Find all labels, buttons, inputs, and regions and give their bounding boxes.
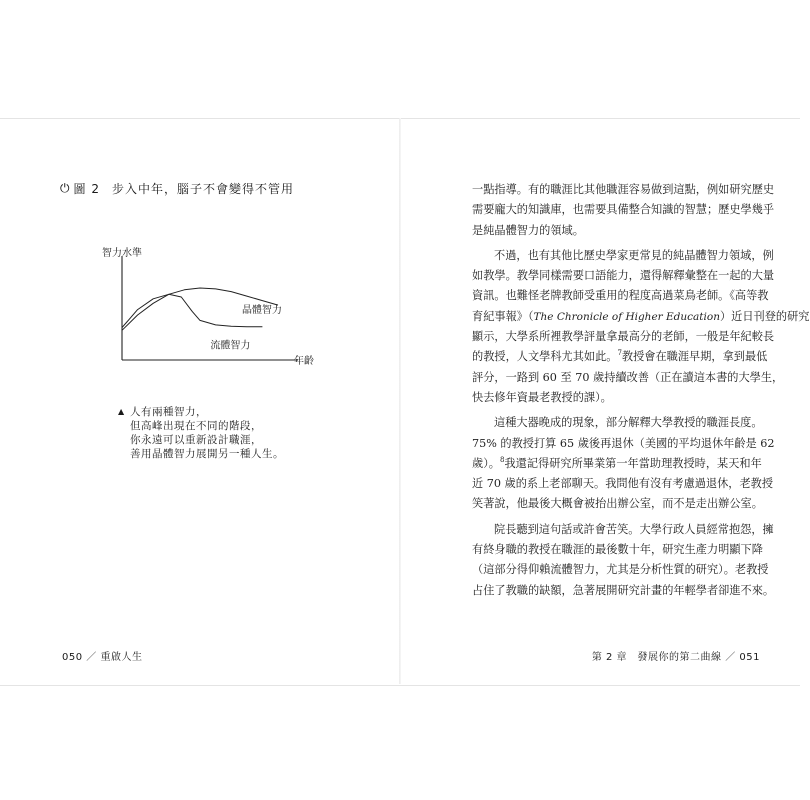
paragraph-4 [472, 520, 775, 601]
english-title: The Chronicle of Higher Education [533, 310, 720, 323]
text-line: 有終身職的教授在職涯的最後數十年，研究生產力明顯下降 [472, 543, 763, 557]
text-fragment: 的教授，人文學科尤其如此。 [472, 350, 618, 364]
text-line: 笑著說，他最後大概會被抬出辦公室，而不是走出辦公室。 [472, 497, 763, 511]
text-line: 評分，一路到 60 至 70 歲持續改善（正在讀這本書的大學生， [472, 370, 784, 384]
text-line: 是純晶體智力的領域。 [472, 223, 584, 237]
figure-caption [118, 405, 284, 461]
text-line: 如教學。教學同樣需要口語能力，還得解釋彙整在一起的大量 [472, 269, 775, 283]
caption-line: 人有兩種智力， [130, 406, 207, 418]
figure-heading [60, 180, 294, 197]
text-line: 需要龐大的知識庫，也需要具備整合知識的智慧；歷史學幾乎 [472, 203, 775, 217]
footnote-7[interactable]: 7 [617, 349, 622, 358]
text-fragment: 育紀事報》（ [472, 309, 534, 323]
paragraph-1 [472, 180, 775, 241]
footnote-8[interactable]: 8 [499, 455, 505, 464]
series-label-1: 晶體智力 [242, 305, 282, 317]
intelligence-chart [90, 240, 314, 380]
text-line: 這種大器晚成的現象，部分解釋大學教授的職涯長度。 [494, 416, 763, 430]
figure-title: 步入中年，腦子不會變得不管用 [111, 182, 294, 196]
left-page-footer: 050 ／ 重啟人生 [62, 652, 143, 663]
caption-line: 善用晶體智力展開另一種人生。 [130, 448, 284, 460]
text-fragment: 近日刊登的研究 [731, 309, 810, 323]
right-page-footer: 第 2 章 發展你的第二曲線 ／ 051 [591, 652, 760, 663]
y-axis-label: 智力水準 [102, 248, 142, 259]
power-symbol-icon: ⏻ [60, 181, 71, 195]
text-line: 育紀事報》（The Chronicle of Higher Education）近日刊登的研究 [472, 309, 810, 323]
text-line: （這部分得仰賴流體智力，尤其是分析性質的研究）。老教授 [472, 563, 769, 577]
series-label-2: 流體智力 [210, 340, 251, 352]
x-axis-label: 年齡 [294, 356, 314, 367]
text-line: 不過，也有其他比歷史學家更常見的純晶體智力領域，例 [494, 248, 774, 262]
text-line [472, 454, 768, 474]
text-line: 資訊。也難怪老牌教師受重用的程度高過菜鳥老師。《高等教 [472, 289, 769, 303]
caption-line: 你永遠可以重新設計職涯， [130, 434, 262, 446]
text-line: 75% 的教授打算 65 歲後再退休（美國的平均退休年齡是 62 [472, 436, 775, 450]
book-gutter [399, 118, 401, 684]
text-line: 一點指導。有的職涯比其他職涯容易做到這點，例如研究歷史 [472, 183, 775, 196]
figure-label: 圖 2 [73, 182, 100, 196]
body-text [472, 180, 810, 606]
chart-svg [90, 240, 314, 380]
text-line: 快去修年資最老教授的課）。 [472, 390, 612, 404]
paragraph-3 [472, 413, 775, 514]
text-fragment: 我還記得研究所畢業第一年當助理教授時，某天和年 [504, 456, 762, 470]
text-line [472, 347, 768, 367]
caption-line: 但高峰出現在不同的階段， [130, 420, 262, 432]
text-line: 院長聽到這句話或許會苦笑。大學行政人員經常抱怨，擁 [494, 522, 774, 536]
text-fragment: 教授會在職涯早期，拿到最低 [621, 350, 768, 364]
text-line: 顯示，大學系所裡教學評量拿最高分的老師，一般是年紀較長 [472, 330, 775, 344]
text-line: 近 70 歲的系上老部聊天。我問他有沒有考慮過退休，老教授 [472, 477, 774, 491]
caption-marker: ▲ [118, 407, 125, 416]
text-fragment: 歲）。 [472, 456, 500, 470]
text-line: 占住了教職的缺額，急著展開研究計畫的年輕學者卻進不來。 [472, 583, 775, 597]
paragraph-2 [472, 246, 810, 408]
